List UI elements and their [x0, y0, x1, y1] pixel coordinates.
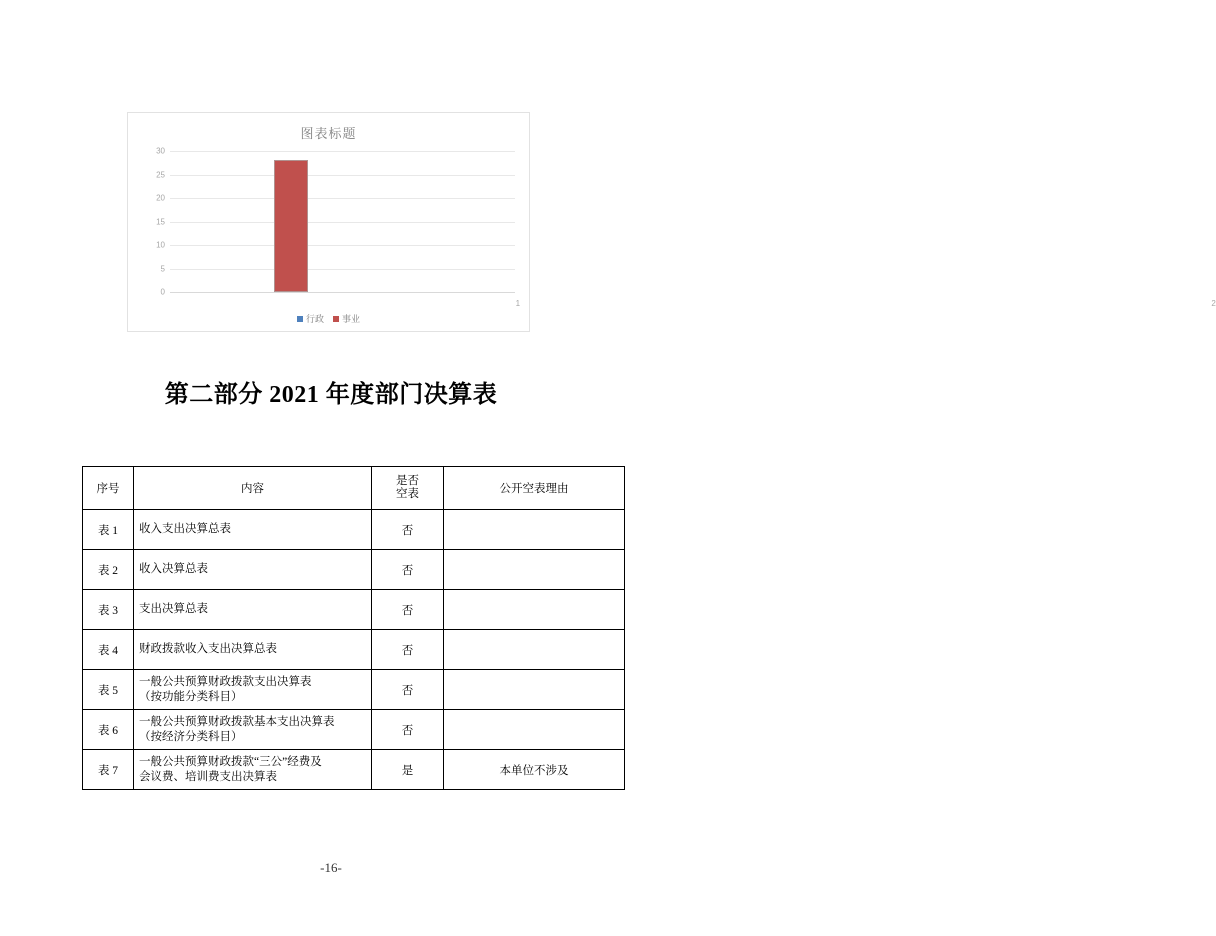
cell-content — [134, 750, 372, 790]
cell-content — [134, 710, 372, 750]
cell-content-line1: 支出决算总表 — [139, 603, 208, 616]
chart-gridline — [160, 287, 515, 297]
cell-content — [134, 550, 372, 590]
bar-chart-figure — [127, 112, 1216, 332]
cell-reason — [444, 670, 625, 710]
cell-content-line1: 财政拨款收入支出决算总表 — [139, 643, 277, 656]
cell-table-no: 表 3 — [83, 590, 134, 630]
chart-bar — [274, 160, 309, 292]
cell-reason: 本单位不涉及 — [444, 750, 625, 790]
chart-gridline — [156, 193, 515, 203]
section-heading: 第二部分 2021 年度部门决算表 — [164, 382, 498, 408]
chart-x-tick-label: 2 — [1211, 299, 1216, 308]
cell-is-empty: 是 — [372, 750, 444, 790]
cell-content-line1: 一般公共预算财政拨款支出决算表 — [139, 675, 312, 688]
chart-gridline — [160, 264, 515, 273]
cell-reason — [444, 590, 625, 630]
header-cell-is-empty — [372, 467, 444, 510]
cell-content-line1: 收入决算总表 — [139, 563, 208, 576]
chart-legend-item — [333, 312, 360, 325]
page-number: -16- — [320, 860, 342, 875]
table-header-row — [83, 467, 625, 510]
cell-table-no: 表 4 — [83, 630, 134, 670]
chart-y-tick-label: 10 — [156, 240, 165, 250]
cell-reason — [444, 510, 625, 550]
cell-is-empty: 否 — [372, 590, 444, 630]
chart-y-tick-label: 20 — [156, 193, 165, 203]
chart-plot-area — [156, 146, 515, 297]
table-row — [83, 550, 625, 590]
header-cell-reason: 公开空表理由 — [444, 467, 625, 510]
table-row — [83, 710, 625, 750]
table-body — [83, 510, 625, 790]
cell-content-line2: （按经济分类科目） — [139, 730, 243, 743]
cell-content-line2: 会议费、培训费支出决算表 — [139, 770, 277, 783]
chart-y-tick-label: 15 — [156, 217, 165, 226]
table-row — [83, 630, 625, 670]
cell-table-no: 表 6 — [83, 710, 134, 750]
chart-gridline — [156, 146, 515, 156]
cell-content-line1: 一般公共预算财政拨款“三公”经费及 — [139, 755, 322, 768]
chart-legend-item — [297, 312, 324, 325]
cell-table-no: 表 1 — [83, 510, 134, 550]
cell-content — [134, 590, 372, 630]
table-row — [83, 750, 625, 790]
chart-legend-swatch — [333, 316, 339, 322]
chart-x-tick-label: 1 — [515, 299, 521, 308]
cell-content — [134, 510, 372, 550]
cell-content-line2: （按功能分类科目） — [139, 690, 243, 703]
table-header — [83, 467, 625, 510]
header-cell-content: 内容 — [134, 467, 372, 510]
chart-y-tick-label: 0 — [160, 287, 165, 297]
chart-gridline — [156, 170, 515, 179]
cell-content — [134, 630, 372, 670]
chart-y-tick-label: 5 — [160, 264, 165, 273]
cell-reason — [444, 710, 625, 750]
chart-gridline — [156, 240, 515, 250]
table-row — [83, 510, 625, 550]
cell-is-empty: 否 — [372, 510, 444, 550]
chart-legend-label: 行政 — [305, 314, 324, 324]
chart-legend — [128, 312, 529, 325]
cell-content-line1: 收入支出决算总表 — [139, 523, 231, 536]
header-is-empty-line1: 是否 — [396, 475, 419, 488]
cell-content — [134, 670, 372, 710]
header-cell-no: 序号 — [83, 467, 134, 510]
cell-is-empty: 否 — [372, 670, 444, 710]
cell-table-no: 表 2 — [83, 550, 134, 590]
header-is-empty-line2: 空表 — [396, 488, 419, 500]
cell-is-empty: 否 — [372, 550, 444, 590]
cell-table-no: 表 7 — [83, 750, 134, 790]
cell-content-line1: 一般公共预算财政拨款基本支出决算表 — [139, 715, 335, 728]
cell-is-empty: 否 — [372, 710, 444, 750]
budget-tables-list — [82, 466, 625, 790]
cell-reason — [444, 630, 625, 670]
table-row — [83, 670, 625, 710]
chart-y-tick-label: 25 — [156, 170, 165, 179]
chart-legend-label: 事业 — [342, 314, 361, 324]
chart-title: 图表标题 — [300, 126, 357, 141]
chart-y-tick-label: 30 — [156, 146, 165, 156]
table-row — [83, 590, 625, 630]
cell-table-no: 表 5 — [83, 670, 134, 710]
chart-gridline — [156, 217, 515, 226]
chart-legend-swatch — [297, 316, 303, 322]
cell-reason — [444, 550, 625, 590]
cell-is-empty: 否 — [372, 630, 444, 670]
